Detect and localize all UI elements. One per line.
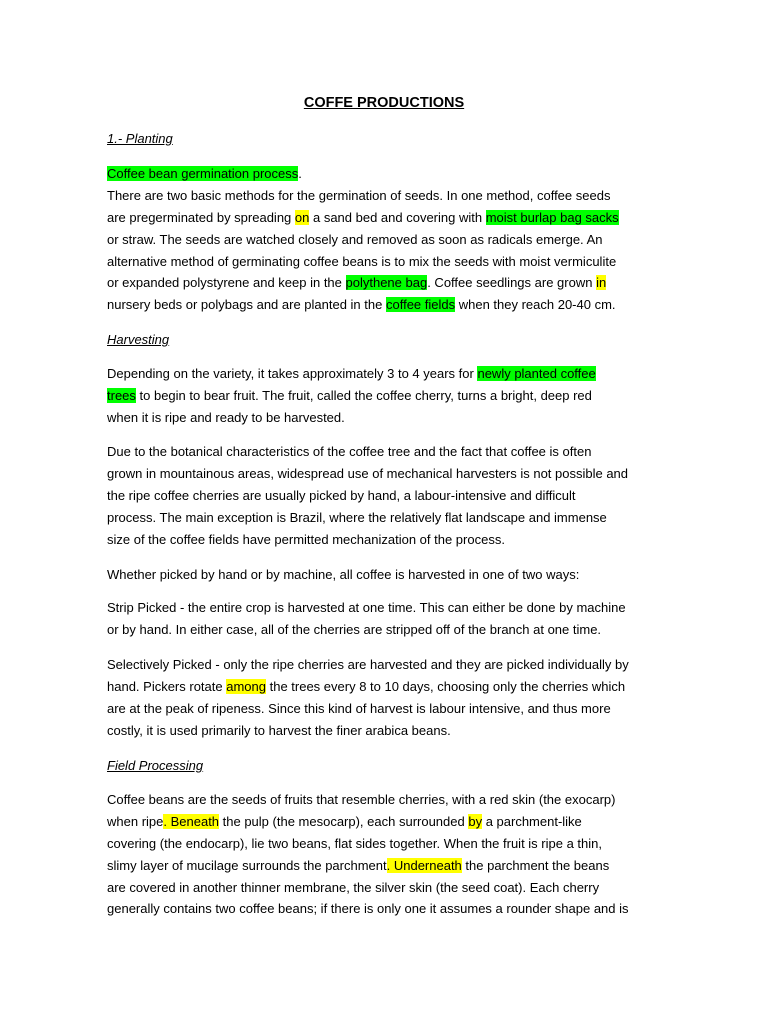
text-line: covering (the endocarp), lie two beans, flat sides together. When the fruit is ripe a thin,	[107, 835, 602, 851]
text-line: Selectively Picked - only the ripe cherries are harvested and they are picked individually by	[107, 657, 629, 672]
text-span: nursery beds or polybags and are planted in the	[107, 297, 386, 313]
text-line	[107, 676, 667, 698]
text-line: grown in mountainous areas, widespread use of mechanical harvesters is not possible and	[107, 465, 629, 481]
highlight-yellow: in	[596, 275, 607, 291]
harvesting-heading: Harvesting	[107, 332, 170, 347]
harvesting-paragraph-4	[107, 597, 667, 641]
page-title: COFFE PRODUCTIONS	[303, 95, 465, 111]
text-line	[107, 855, 667, 877]
highlight-green: trees	[107, 387, 136, 403]
text-span: or expanded polystyrene and keep in the	[107, 275, 346, 291]
planting-heading: 1.- Planting	[107, 131, 173, 146]
text-line	[107, 385, 667, 407]
text-span: . Coffee seedlings are grown	[427, 275, 597, 291]
text-line: Coffee beans are the seeds of fruits that resemble cherries, with a red skin (the exocarp)	[107, 792, 616, 807]
planting-paragraph	[107, 163, 667, 316]
text-line: There are two basic methods for the germination of seeds. In one method, coffee seeds	[107, 187, 611, 203]
highlight-green: newly planted coffee	[477, 366, 596, 381]
text-line	[107, 294, 667, 316]
text-line: or by hand. In either case, all of the cherries are stripped off of the branch at one time.	[107, 621, 602, 637]
text-span: are pregerminated by spreading	[107, 209, 295, 225]
text-line	[107, 272, 667, 294]
field-processing-heading: Field Processing	[107, 758, 204, 773]
text-span: slimy layer of mucilage surrounds the parchment	[107, 857, 387, 873]
text-span: Depending on the variety, it takes approximately 3 to 4 years for	[107, 366, 478, 381]
text-line: Due to the botanical characteristics of the coffee tree and the fact that coffee is often	[107, 444, 592, 459]
text-line: generally contains two coffee beans; if there is only one it assumes a rounder shape and is	[107, 901, 629, 917]
highlight-green: Coffee bean germination process	[107, 166, 299, 181]
harvesting-paragraph-3	[107, 564, 667, 586]
highlight-green: polythene bag	[345, 275, 428, 291]
text-line	[107, 811, 667, 833]
text-span: the trees every 8 to 10 days, choosing only the cherries which	[265, 678, 626, 694]
text-span: when ripe	[107, 813, 164, 829]
text-line: Strip Picked - the entire crop is harvested at one time. This can either be done by machine	[107, 600, 626, 615]
highlight-green: moist burlap bag sacks	[485, 209, 619, 225]
text-span: .	[298, 166, 302, 181]
text-span: when they reach 20-40 cm.	[455, 297, 616, 313]
harvesting-paragraph-2	[107, 441, 667, 550]
text-line: Whether picked by hand or by machine, all coffee is harvested in one of two ways:	[107, 567, 580, 582]
harvesting-paragraph-1	[107, 363, 667, 429]
text-line	[107, 363, 667, 385]
text-span: to begin to bear fruit. The fruit, called the coffee cherry, turns a bright, deep red	[135, 387, 592, 403]
text-line: process. The main exception is Brazil, where the relatively flat landscape and immense	[107, 509, 607, 525]
text-span: hand. Pickers rotate	[107, 678, 227, 694]
highlight-yellow: on	[294, 209, 310, 225]
text-span: a sand bed and covering with	[309, 209, 486, 225]
text-line: alternative method of germinating coffee beans is to mix the seeds with moist vermiculite	[107, 253, 617, 269]
text-span: the parchment the beans	[461, 857, 610, 873]
text-line: are at the peak of ripeness. Since this kind of harvest is labour intensive, and thus more	[107, 700, 611, 716]
text-line: or straw. The seeds are watched closely and removed as soon as radicals emerge. An	[107, 231, 603, 247]
text-span: the pulp (the mesocarp), each surrounded	[219, 813, 469, 829]
harvesting-paragraph-5	[107, 654, 667, 742]
field-processing-paragraph	[107, 789, 667, 920]
text-span: a parchment-like	[482, 813, 582, 829]
text-line: size of the coffee fields have permitted mechanization of the process.	[107, 531, 505, 547]
text-line: the ripe coffee cherries are usually picked by hand, a labour-intensive and difficult	[107, 487, 576, 503]
text-line: costly, it is used primarily to harvest the finer arabica beans.	[107, 722, 451, 738]
highlight-yellow: . Underneath	[386, 857, 462, 873]
text-line: are covered in another thinner membrane, the silver skin (the seed coat). Each cherry	[107, 879, 600, 895]
text-line	[107, 163, 667, 185]
highlight-yellow: . Beneath	[163, 813, 220, 829]
highlight-green: coffee fields	[385, 297, 456, 313]
highlight-yellow: among	[226, 678, 266, 694]
highlight-yellow: by	[468, 813, 483, 829]
text-line	[107, 207, 667, 229]
text-line: when it is ripe and ready to be harvested.	[107, 409, 345, 425]
